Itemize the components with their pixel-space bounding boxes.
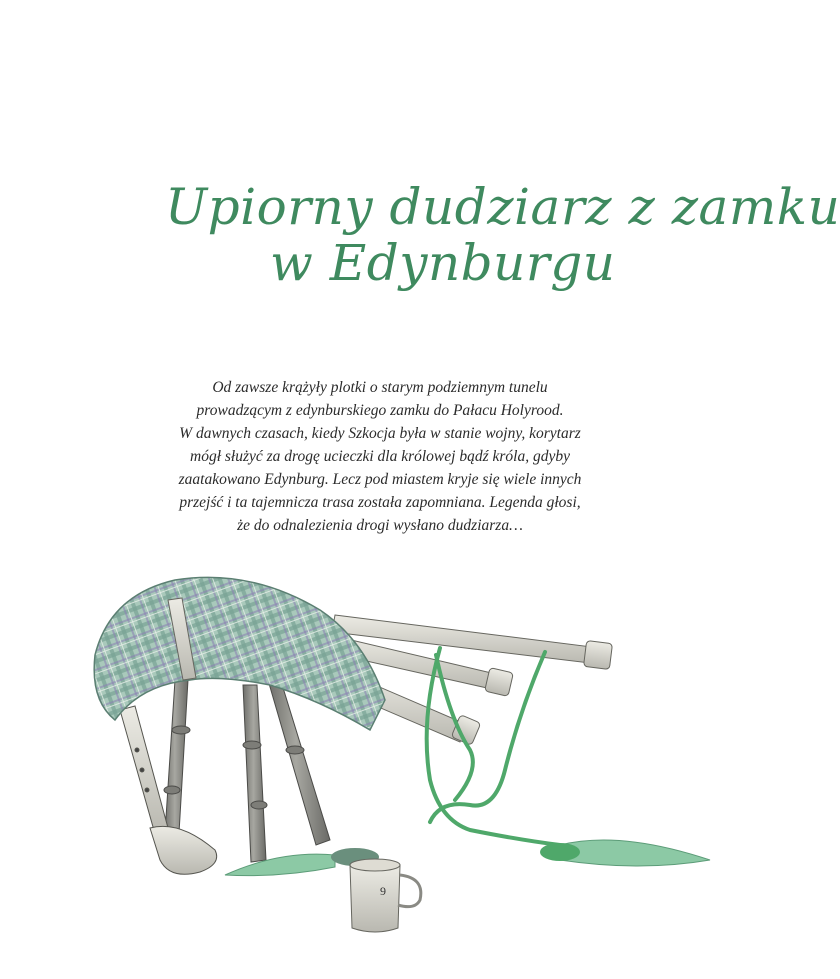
- tartan-bag: [94, 577, 385, 730]
- intro-line: zaatakowano Edynburg. Lecz pod miastem kryje się wiele innych: [178, 471, 582, 488]
- cord-tassel-right: [540, 840, 710, 866]
- intro-line: Od zawsze krążyły plotki o starym podziemnym tunelu: [212, 379, 548, 396]
- bagpipes-illustration: [0, 560, 760, 979]
- intro-line: prowadzącym z edynburskiego zamku do Pałacu Holyrood.: [196, 402, 564, 419]
- page-number: 9: [380, 884, 386, 898]
- intro-line: W dawnych czasach, kiedy Szkocja była w stanie wojny, korytarz: [179, 425, 581, 442]
- intro-line: przejść i ta tajemnicza trasa została zapomniana. Legenda głosi,: [179, 494, 581, 511]
- chapter-title-line-2: w Edynburgu: [270, 234, 616, 292]
- intro-line: że do odnalezienia drogi wysłano dudziarza…: [237, 517, 523, 534]
- intro-paragraph: [120, 376, 640, 537]
- chapter-title-line-1: Upiorny dudziarz z zamku: [165, 178, 840, 236]
- intro-line: mógł służyć za drogę ucieczki dla królowej bądź króla, gdyby: [190, 448, 570, 465]
